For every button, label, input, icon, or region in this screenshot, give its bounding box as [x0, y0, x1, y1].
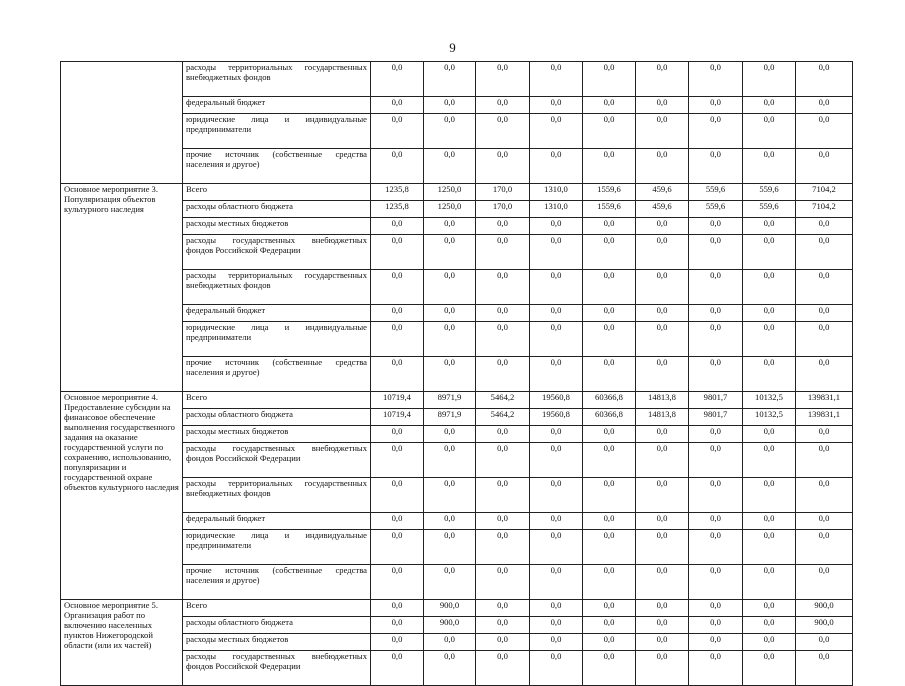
- funding-source-cell: расходы местных бюджетов: [183, 634, 371, 651]
- value-cell: 0,0: [689, 513, 743, 530]
- value-cell: 0,0: [371, 530, 424, 565]
- value-cell: 459,6: [636, 184, 689, 201]
- value-cell: 0,0: [476, 478, 530, 513]
- value-cell: 0,0: [371, 478, 424, 513]
- value-cell: 0,0: [583, 530, 636, 565]
- value-cell: 0,0: [583, 651, 636, 686]
- value-cell: 0,0: [476, 322, 530, 357]
- value-cell: 9801,7: [689, 392, 743, 409]
- value-cell: 0,0: [636, 305, 689, 322]
- value-cell: 139831,1: [796, 409, 853, 426]
- value-cell: 0,0: [424, 305, 476, 322]
- funding-source-cell: прочие источник (собственные средства населения и другое): [183, 149, 371, 184]
- value-cell: 0,0: [689, 634, 743, 651]
- value-cell: 559,6: [689, 201, 743, 218]
- value-cell: 0,0: [583, 617, 636, 634]
- value-cell: 0,0: [476, 305, 530, 322]
- value-cell: 0,0: [636, 62, 689, 97]
- value-cell: 1250,0: [424, 184, 476, 201]
- value-cell: 0,0: [583, 565, 636, 600]
- value-cell: 0,0: [743, 218, 796, 235]
- value-cell: 0,0: [796, 651, 853, 686]
- value-cell: 1559,6: [583, 184, 636, 201]
- value-cell: 900,0: [796, 617, 853, 634]
- value-cell: 0,0: [424, 322, 476, 357]
- value-cell: 0,0: [743, 322, 796, 357]
- value-cell: 0,0: [476, 357, 530, 392]
- value-cell: 0,0: [689, 218, 743, 235]
- value-cell: 0,0: [636, 218, 689, 235]
- value-cell: 0,0: [743, 357, 796, 392]
- value-cell: 0,0: [636, 149, 689, 184]
- value-cell: 0,0: [530, 530, 583, 565]
- value-cell: 0,0: [530, 149, 583, 184]
- funding-source-cell: расходы территориальных государственных внебюджетных фондов: [183, 478, 371, 513]
- value-cell: 0,0: [796, 478, 853, 513]
- funding-source-cell: прочие источник (собственные средства населения и другое): [183, 565, 371, 600]
- value-cell: 0,0: [636, 530, 689, 565]
- value-cell: 0,0: [476, 443, 530, 478]
- value-cell: 0,0: [636, 270, 689, 305]
- value-cell: 0,0: [796, 218, 853, 235]
- value-cell: 0,0: [371, 305, 424, 322]
- value-cell: 0,0: [476, 62, 530, 97]
- value-cell: 559,6: [743, 184, 796, 201]
- budget-table: [60, 61, 853, 686]
- value-cell: 0,0: [371, 565, 424, 600]
- value-cell: 10719,4: [371, 409, 424, 426]
- value-cell: 1559,6: [583, 201, 636, 218]
- value-cell: 0,0: [689, 565, 743, 600]
- value-cell: 0,0: [424, 218, 476, 235]
- funding-source-cell: юридические лица и индивидуальные предприниматели: [183, 322, 371, 357]
- value-cell: 0,0: [371, 634, 424, 651]
- value-cell: 0,0: [371, 114, 424, 149]
- value-cell: 0,0: [796, 97, 853, 114]
- funding-source-cell: федеральный бюджет: [183, 305, 371, 322]
- value-cell: 0,0: [796, 235, 853, 270]
- value-cell: 0,0: [689, 530, 743, 565]
- value-cell: 0,0: [371, 426, 424, 443]
- value-cell: 0,0: [424, 513, 476, 530]
- value-cell: 0,0: [743, 565, 796, 600]
- value-cell: 0,0: [530, 270, 583, 305]
- value-cell: 0,0: [424, 634, 476, 651]
- table-row: [61, 392, 853, 409]
- value-cell: 14813,8: [636, 409, 689, 426]
- value-cell: 0,0: [530, 651, 583, 686]
- value-cell: 0,0: [424, 530, 476, 565]
- value-cell: 0,0: [689, 357, 743, 392]
- value-cell: 0,0: [689, 478, 743, 513]
- value-cell: 0,0: [636, 513, 689, 530]
- value-cell: 0,0: [636, 443, 689, 478]
- value-cell: 10132,5: [743, 392, 796, 409]
- value-cell: 0,0: [583, 149, 636, 184]
- funding-source-cell: расходы государственных внебюджетных фондов Российской Федерации: [183, 443, 371, 478]
- event-cell: Основное мероприятие 5. Организация работ по включению населенных пунктов Нижегородской области (или их частей): [61, 600, 183, 686]
- value-cell: 0,0: [743, 426, 796, 443]
- value-cell: 1250,0: [424, 201, 476, 218]
- value-cell: 0,0: [476, 513, 530, 530]
- value-cell: 0,0: [743, 114, 796, 149]
- table-row: [61, 62, 853, 97]
- value-cell: 0,0: [424, 357, 476, 392]
- value-cell: 0,0: [636, 322, 689, 357]
- value-cell: 0,0: [689, 114, 743, 149]
- value-cell: 0,0: [424, 62, 476, 97]
- funding-source-cell: расходы местных бюджетов: [183, 218, 371, 235]
- event-cell: Основное мероприятие 4. Предоставление субсидии на финансовое обеспечение выполнения государственного задания на оказание государственной услуги по сохранению, использованию, популяризации и государственной охране объектов культурного наследия: [61, 392, 183, 600]
- value-cell: 0,0: [371, 97, 424, 114]
- value-cell: 0,0: [583, 322, 636, 357]
- value-cell: 0,0: [743, 305, 796, 322]
- value-cell: 0,0: [530, 426, 583, 443]
- value-cell: 0,0: [530, 62, 583, 97]
- value-cell: 0,0: [476, 530, 530, 565]
- value-cell: 0,0: [743, 513, 796, 530]
- value-cell: 0,0: [743, 478, 796, 513]
- funding-source-cell: расходы областного бюджета: [183, 409, 371, 426]
- value-cell: 0,0: [371, 270, 424, 305]
- value-cell: 0,0: [796, 322, 853, 357]
- value-cell: 0,0: [636, 565, 689, 600]
- value-cell: 0,0: [636, 634, 689, 651]
- value-cell: 0,0: [424, 478, 476, 513]
- value-cell: 170,0: [476, 201, 530, 218]
- value-cell: 0,0: [796, 270, 853, 305]
- value-cell: 0,0: [583, 270, 636, 305]
- value-cell: 900,0: [424, 617, 476, 634]
- funding-source-cell: расходы государственных внебюджетных фондов Российской Федерации: [183, 235, 371, 270]
- value-cell: 0,0: [636, 235, 689, 270]
- value-cell: 559,6: [743, 201, 796, 218]
- table-row: [61, 600, 853, 617]
- value-cell: 0,0: [743, 270, 796, 305]
- value-cell: 0,0: [636, 426, 689, 443]
- value-cell: 0,0: [476, 149, 530, 184]
- value-cell: 0,0: [476, 651, 530, 686]
- value-cell: 5464,2: [476, 409, 530, 426]
- funding-source-cell: юридические лица и индивидуальные предприниматели: [183, 530, 371, 565]
- value-cell: 0,0: [476, 600, 530, 617]
- value-cell: 0,0: [424, 565, 476, 600]
- value-cell: 139831,1: [796, 392, 853, 409]
- value-cell: 7104,2: [796, 184, 853, 201]
- value-cell: 0,0: [796, 114, 853, 149]
- value-cell: 1235,8: [371, 184, 424, 201]
- value-cell: 0,0: [476, 634, 530, 651]
- value-cell: 0,0: [583, 235, 636, 270]
- event-cell: [61, 62, 183, 184]
- value-cell: 0,0: [583, 114, 636, 149]
- page-number: 9: [449, 40, 456, 55]
- value-cell: 0,0: [743, 634, 796, 651]
- value-cell: 0,0: [636, 114, 689, 149]
- value-cell: 0,0: [583, 478, 636, 513]
- value-cell: 0,0: [796, 513, 853, 530]
- value-cell: 0,0: [424, 114, 476, 149]
- value-cell: 0,0: [476, 218, 530, 235]
- value-cell: 0,0: [476, 97, 530, 114]
- value-cell: 8971,9: [424, 392, 476, 409]
- funding-source-cell: расходы местных бюджетов: [183, 426, 371, 443]
- value-cell: 14813,8: [636, 392, 689, 409]
- funding-source-cell: расходы государственных внебюджетных фондов Российской Федерации: [183, 651, 371, 686]
- value-cell: 0,0: [796, 62, 853, 97]
- value-cell: 0,0: [530, 114, 583, 149]
- value-cell: 0,0: [530, 443, 583, 478]
- value-cell: 0,0: [636, 357, 689, 392]
- value-cell: 0,0: [796, 530, 853, 565]
- value-cell: 8971,9: [424, 409, 476, 426]
- value-cell: 0,0: [424, 235, 476, 270]
- value-cell: 10719,4: [371, 392, 424, 409]
- value-cell: 0,0: [689, 235, 743, 270]
- value-cell: 0,0: [530, 357, 583, 392]
- value-cell: 0,0: [530, 322, 583, 357]
- value-cell: 0,0: [583, 443, 636, 478]
- value-cell: 0,0: [636, 600, 689, 617]
- value-cell: 0,0: [476, 565, 530, 600]
- value-cell: 0,0: [371, 600, 424, 617]
- value-cell: 900,0: [424, 600, 476, 617]
- value-cell: 0,0: [530, 235, 583, 270]
- value-cell: 0,0: [689, 600, 743, 617]
- funding-source-cell: расходы областного бюджета: [183, 617, 371, 634]
- funding-source-cell: расходы территориальных государственных внебюджетных фондов: [183, 270, 371, 305]
- value-cell: 0,0: [689, 97, 743, 114]
- value-cell: 0,0: [689, 62, 743, 97]
- value-cell: 0,0: [689, 270, 743, 305]
- value-cell: 1310,0: [530, 201, 583, 218]
- value-cell: 1235,8: [371, 201, 424, 218]
- event-cell: Основное мероприятие 3. Популяризация объектов культурного наследия: [61, 184, 183, 392]
- value-cell: 0,0: [371, 357, 424, 392]
- value-cell: 0,0: [530, 617, 583, 634]
- value-cell: 900,0: [796, 600, 853, 617]
- value-cell: 0,0: [743, 600, 796, 617]
- funding-source-cell: Всего: [183, 392, 371, 409]
- value-cell: 459,6: [636, 201, 689, 218]
- value-cell: 0,0: [371, 513, 424, 530]
- value-cell: 0,0: [530, 634, 583, 651]
- value-cell: 0,0: [583, 305, 636, 322]
- value-cell: 0,0: [424, 426, 476, 443]
- value-cell: 0,0: [371, 617, 424, 634]
- value-cell: 0,0: [530, 565, 583, 600]
- value-cell: 0,0: [796, 426, 853, 443]
- value-cell: 0,0: [636, 478, 689, 513]
- value-cell: 0,0: [689, 426, 743, 443]
- value-cell: 1310,0: [530, 184, 583, 201]
- value-cell: 0,0: [530, 478, 583, 513]
- value-cell: 0,0: [689, 149, 743, 184]
- value-cell: 19560,8: [530, 409, 583, 426]
- value-cell: 19560,8: [530, 392, 583, 409]
- funding-source-cell: юридические лица и индивидуальные предприниматели: [183, 114, 371, 149]
- value-cell: 0,0: [583, 513, 636, 530]
- value-cell: 0,0: [583, 634, 636, 651]
- value-cell: 559,6: [689, 184, 743, 201]
- value-cell: 7104,2: [796, 201, 853, 218]
- value-cell: 5464,2: [476, 392, 530, 409]
- value-cell: 0,0: [371, 218, 424, 235]
- value-cell: 0,0: [636, 97, 689, 114]
- value-cell: 0,0: [796, 149, 853, 184]
- funding-source-cell: Всего: [183, 184, 371, 201]
- value-cell: 0,0: [743, 617, 796, 634]
- value-cell: 0,0: [689, 617, 743, 634]
- value-cell: 170,0: [476, 184, 530, 201]
- funding-source-cell: федеральный бюджет: [183, 97, 371, 114]
- value-cell: 0,0: [583, 426, 636, 443]
- value-cell: 0,0: [743, 530, 796, 565]
- value-cell: 0,0: [371, 235, 424, 270]
- funding-source-cell: расходы территориальных государственных внебюджетных фондов: [183, 62, 371, 97]
- value-cell: 0,0: [530, 513, 583, 530]
- value-cell: 0,0: [796, 443, 853, 478]
- value-cell: 0,0: [583, 600, 636, 617]
- value-cell: 0,0: [743, 443, 796, 478]
- value-cell: 0,0: [689, 305, 743, 322]
- value-cell: 0,0: [476, 235, 530, 270]
- value-cell: 0,0: [743, 97, 796, 114]
- value-cell: 0,0: [583, 218, 636, 235]
- value-cell: 0,0: [476, 617, 530, 634]
- funding-source-cell: Всего: [183, 600, 371, 617]
- value-cell: 0,0: [424, 270, 476, 305]
- value-cell: 0,0: [636, 651, 689, 686]
- funding-source-cell: федеральный бюджет: [183, 513, 371, 530]
- funding-source-cell: прочие источник (собственные средства населения и другое): [183, 357, 371, 392]
- value-cell: 0,0: [689, 322, 743, 357]
- table-body: [61, 62, 853, 686]
- value-cell: 0,0: [743, 149, 796, 184]
- value-cell: 0,0: [530, 97, 583, 114]
- value-cell: 9801,7: [689, 409, 743, 426]
- value-cell: 0,0: [743, 62, 796, 97]
- table-row: [61, 184, 853, 201]
- value-cell: 0,0: [424, 149, 476, 184]
- value-cell: 0,0: [583, 62, 636, 97]
- value-cell: 0,0: [371, 651, 424, 686]
- value-cell: 0,0: [424, 97, 476, 114]
- funding-source-cell: расходы областного бюджета: [183, 201, 371, 218]
- value-cell: 0,0: [689, 651, 743, 686]
- value-cell: 0,0: [583, 97, 636, 114]
- value-cell: 0,0: [476, 426, 530, 443]
- value-cell: 0,0: [530, 218, 583, 235]
- value-cell: 0,0: [743, 235, 796, 270]
- value-cell: 0,0: [424, 651, 476, 686]
- value-cell: 0,0: [796, 565, 853, 600]
- value-cell: 60366,8: [583, 409, 636, 426]
- value-cell: 0,0: [689, 443, 743, 478]
- value-cell: 0,0: [530, 305, 583, 322]
- value-cell: 0,0: [371, 443, 424, 478]
- value-cell: 0,0: [796, 634, 853, 651]
- value-cell: 0,0: [796, 305, 853, 322]
- value-cell: 0,0: [476, 270, 530, 305]
- value-cell: 0,0: [530, 600, 583, 617]
- value-cell: 0,0: [476, 114, 530, 149]
- value-cell: 0,0: [371, 62, 424, 97]
- value-cell: 0,0: [743, 651, 796, 686]
- value-cell: 60366,8: [583, 392, 636, 409]
- value-cell: 0,0: [636, 617, 689, 634]
- value-cell: 0,0: [583, 357, 636, 392]
- value-cell: 0,0: [371, 149, 424, 184]
- value-cell: 10132,5: [743, 409, 796, 426]
- value-cell: 0,0: [424, 443, 476, 478]
- value-cell: 0,0: [371, 322, 424, 357]
- value-cell: 0,0: [796, 357, 853, 392]
